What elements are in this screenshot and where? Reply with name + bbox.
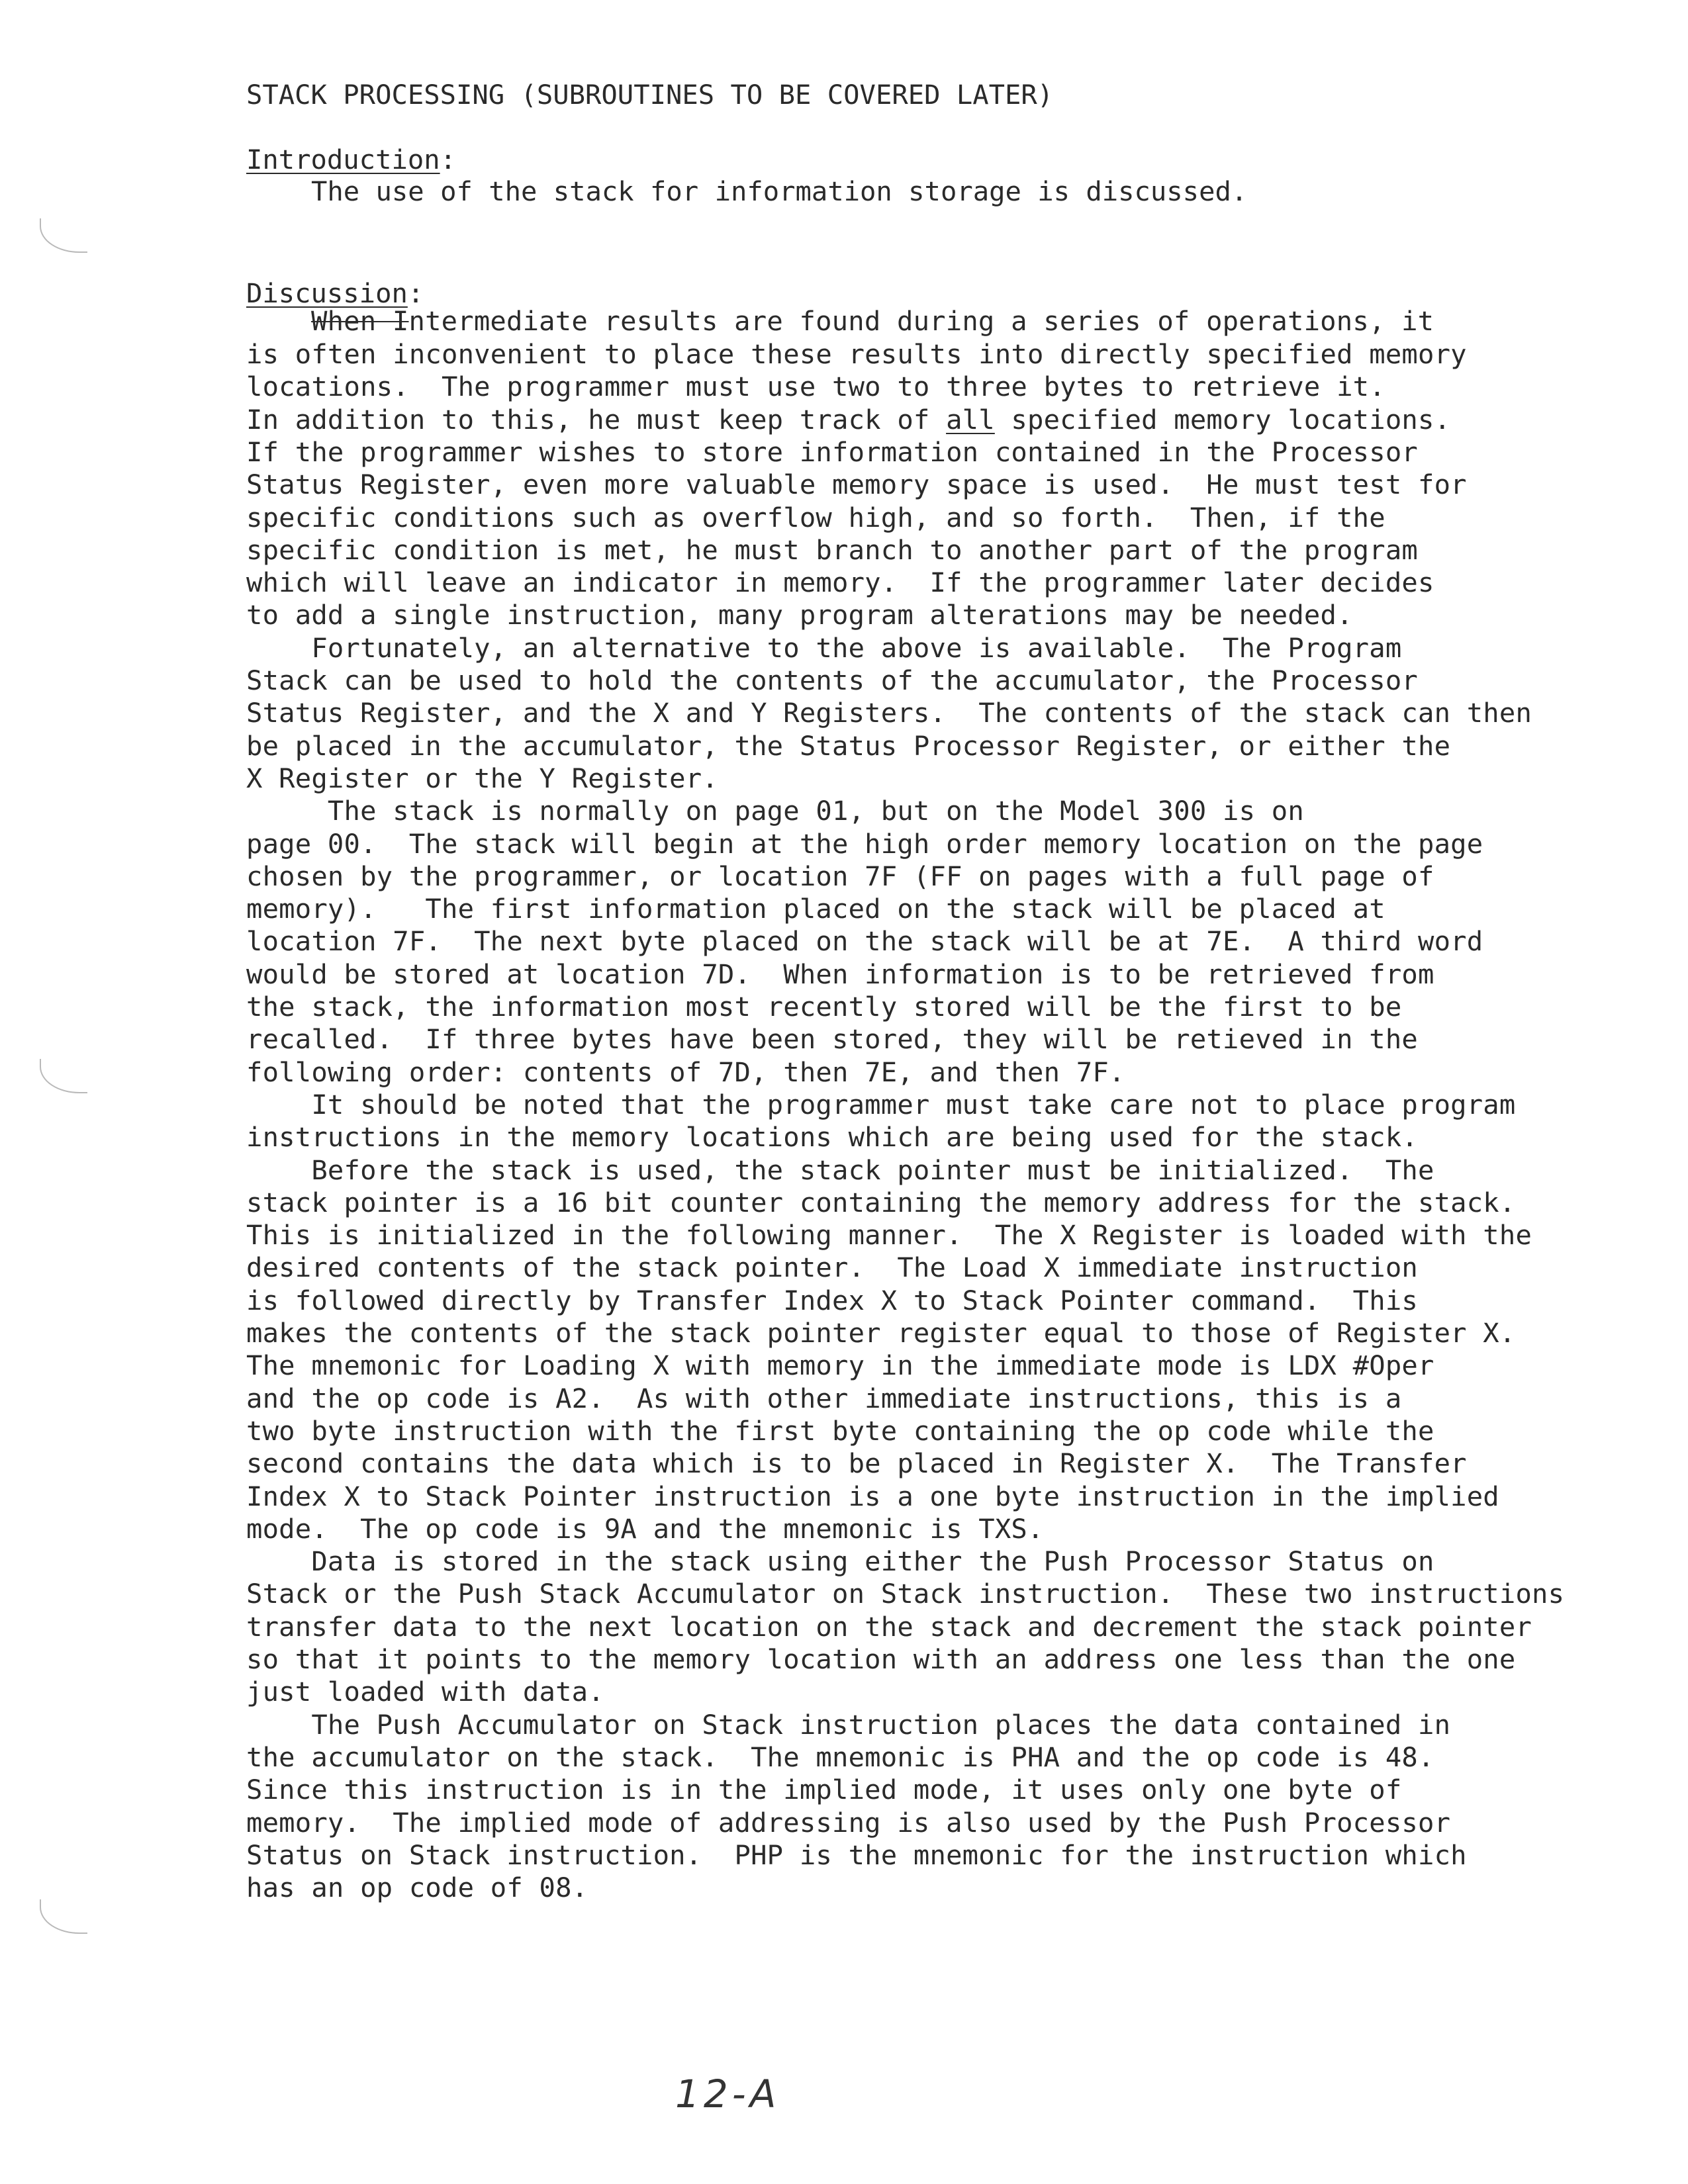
body-line: Status on Stack instruction. PHP is the mnemonic for the instruction which xyxy=(246,1839,1467,1871)
body-line: locations. The programmer must use two to three bytes to retrieve it. xyxy=(246,371,1385,403)
discussion-heading-colon: : xyxy=(407,277,424,309)
body-line: The mnemonic for Loading X with memory in the immediate mode is LDX #Oper xyxy=(246,1349,1434,1382)
document-title: STACK PROCESSING (SUBROUTINES TO BE COVERED LATER) xyxy=(246,79,1054,111)
body-line: be placed in the accumulator, the Status Processor Register, or either the xyxy=(246,729,1451,762)
body-line: The stack is normally on page 01, but on the Model 300 is on xyxy=(246,795,1304,827)
body-line: would be stored at location 7D. When information is to be retrieved from xyxy=(246,958,1434,990)
body-line: mode. The op code is 9A and the mnemonic is TXS. xyxy=(246,1512,1044,1545)
body-line: memory. The implied mode of addressing is also used by the Push Processor xyxy=(246,1806,1451,1839)
body-line: X Register or the Y Register. xyxy=(246,762,718,794)
body-line: It should be noted that the programmer must take care not to place program xyxy=(246,1088,1516,1120)
body-line: instructions in the memory locations which are being used for the stack. xyxy=(246,1121,1418,1154)
body-line: Status Register, and the X and Y Registers. The contents of the stack can then xyxy=(246,697,1532,729)
body-line: is often inconvenient to place these results into directly specified memory xyxy=(246,338,1467,370)
body-line: to add a single instruction, many program alterations may be needed. xyxy=(246,599,1353,631)
underlined-word: all xyxy=(946,403,995,435)
introduction-heading-text: Introduction xyxy=(246,144,440,175)
discussion-first-line xyxy=(311,304,1434,338)
discussion-heading-text: Discussion xyxy=(246,277,408,309)
body-line: two byte instruction with the first byte containing the op code while the xyxy=(246,1414,1434,1447)
body-line: chosen by the programmer, or location 7F (FF on pages with a full page of xyxy=(246,860,1434,892)
body-line: has an op code of 08. xyxy=(246,1872,588,1904)
punch-mark-top xyxy=(40,218,87,253)
body-line: transfer data to the next location on the stack and decrement the stack pointer xyxy=(246,1610,1532,1643)
body-line: just loaded with data. xyxy=(246,1676,604,1708)
body-line: specific conditions such as overflow high, and so forth. Then, if the xyxy=(246,501,1385,533)
body-line: the stack, the information most recently stored will be the first to be xyxy=(246,991,1402,1023)
body-line: The Push Accumulator on Stack instruction places the data contained in xyxy=(246,1708,1451,1741)
body-line: the accumulator on the stack. The mnemonic is PHA and the op code is 48. xyxy=(246,1741,1434,1773)
body-line: Fortunately, an alternative to the above is available. The Program xyxy=(246,631,1402,664)
punch-mark-bottom xyxy=(40,1899,87,1934)
body-line: recalled. If three bytes have been stored, they will be retieved in the xyxy=(246,1023,1418,1056)
body-line: and the op code is A2. As with other immediate instructions, this is a xyxy=(246,1382,1402,1414)
line-text-before: In addition to this, he must keep track of xyxy=(246,403,947,435)
page-number: 12-A xyxy=(675,2071,780,2116)
body-line: following order: contents of 7D, then 7E, and then 7F. xyxy=(246,1056,1125,1088)
introduction-heading-colon: : xyxy=(440,144,456,175)
body-line: page 00. The stack will begin at the high order memory location on the page xyxy=(246,827,1483,860)
body-line: so that it points to the memory location with an address one less than the one xyxy=(246,1643,1516,1675)
body-line: is followed directly by Transfer Index X to Stack Pointer command. This xyxy=(246,1284,1418,1316)
body-line: Index X to Stack Pointer instruction is a one byte instruction in the implied xyxy=(246,1480,1499,1512)
body-line: makes the contents of the stack pointer register equal to those of Register X. xyxy=(246,1317,1516,1349)
body-line: specific condition is met, he must branch to another part of the program xyxy=(246,533,1418,566)
body-line: stack pointer is a 16 bit counter containing the memory address for the stack. xyxy=(246,1186,1516,1218)
body-line-with-underlined-word xyxy=(246,403,1450,436)
body-line: second contains the data which is to be placed in Register X. The Transfer xyxy=(246,1447,1467,1480)
body-line: desired contents of the stack pointer. The Load X immediate instruction xyxy=(246,1251,1418,1284)
introduction-heading xyxy=(246,143,456,176)
body-line: location 7F. The next byte placed on the stack will be at 7E. A third word xyxy=(246,925,1483,958)
body-line: Status Register, even more valuable memory space is used. He must test for xyxy=(246,469,1467,501)
struck-words: When I xyxy=(311,305,409,337)
body-line: Stack or the Push Stack Accumulator on Stack instruction. These two instructions xyxy=(246,1578,1565,1610)
body-line: Data is stored in the stack using either the Push Processor Status on xyxy=(246,1545,1434,1578)
body-line: This is initialized in the following manner. The X Register is loaded with the xyxy=(246,1219,1532,1251)
body-line: Since this instruction is in the implied mode, it uses only one byte of xyxy=(246,1774,1402,1806)
body-line: If the programmer wishes to store information contained in the Processor xyxy=(246,435,1418,468)
punch-mark-middle xyxy=(40,1059,87,1093)
body-line: Before the stack is used, the stack pointer must be initialized. The xyxy=(246,1154,1434,1186)
first-line-rest: ntermediate results are found during a series of operations, it xyxy=(408,305,1434,337)
line-text-after: specified memory locations. xyxy=(994,403,1451,435)
body-line: Stack can be used to hold the contents of the accumulator, the Processor xyxy=(246,664,1418,696)
introduction-text: The use of the stack for information storage is discussed. xyxy=(311,175,1248,207)
body-line: memory). The first information placed on the stack will be placed at xyxy=(246,893,1385,925)
body-line: which will leave an indicator in memory. If the programmer later decides xyxy=(246,567,1434,599)
